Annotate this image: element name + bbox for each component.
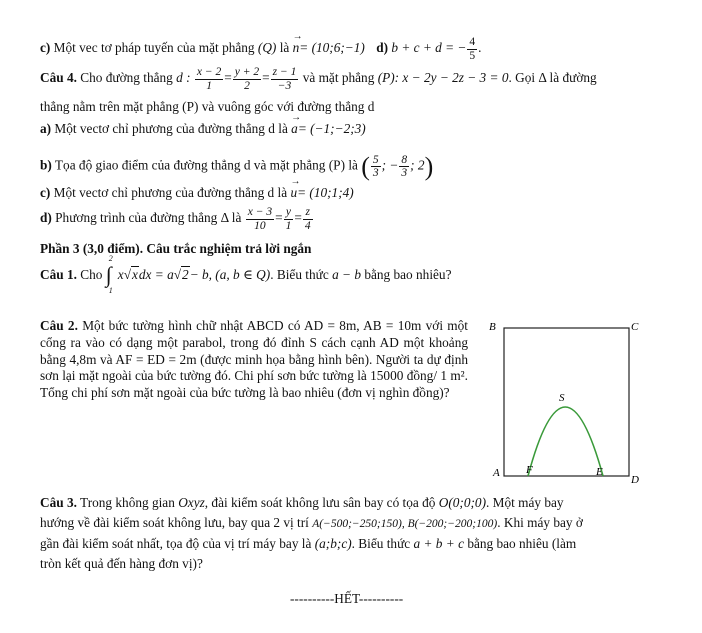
p3-q3-l1e: . Một máy bay bbox=[486, 495, 564, 510]
fraction: $\frac{4}{5}$ bbox=[469, 36, 476, 62]
end-marker: ----------HẾT---------- bbox=[290, 591, 404, 606]
q4-line2: thẳng nằm trên mặt phẳng (P) và vuông góc với đường thẳng d bbox=[40, 99, 375, 114]
q4-d: d) Phương trình của đường thẳng Δ là $\frac{x - 3}{10}$ = $\frac{y}{1}$ = $\frac{z}{4}$ bbox=[40, 206, 311, 232]
label-S: S bbox=[559, 392, 565, 404]
line-c-normal-vector bbox=[40, 31, 482, 62]
q4-d-frac-2: $\frac{y}{1}$ bbox=[285, 206, 292, 232]
wall-rectangle bbox=[504, 328, 629, 476]
q4-d-var: d : bbox=[176, 70, 191, 86]
period: . bbox=[478, 40, 482, 56]
label-D: D bbox=[631, 474, 639, 486]
paren-close: ) bbox=[424, 152, 434, 181]
sqrt-x: √x bbox=[123, 267, 138, 283]
q4-c-text: Một vectơ chỉ phương của đường thẳng d là bbox=[53, 185, 288, 200]
p3-q3-l3a: gần đài kiểm soát nhất, tọa độ của vị trí máy bay là bbox=[40, 536, 312, 551]
p3-q3-line4: tròn kết quả đến hàng đơn vị)? bbox=[40, 556, 203, 571]
label-A: A bbox=[493, 467, 500, 479]
paren-open: ( bbox=[361, 152, 370, 181]
q4-c bbox=[40, 176, 354, 201]
label-E: E bbox=[596, 466, 603, 478]
p3-q3-title: Câu 3. bbox=[40, 495, 77, 510]
q4-c-label: c) bbox=[40, 185, 51, 200]
q4-statement: Câu 4. Cho đường thẳng d : $\frac{x - 2}{1}$ = $\frac{y + 2}{2}$ = $\frac{z - 1}{-3}$ và mặt phẳng (P): x − 2y − 2z − 3 = 0. Gọi Δ là đường bbox=[40, 66, 597, 92]
p3-q2 bbox=[40, 318, 468, 402]
p3-q1-rest: − b, (a, b ∈ Q) bbox=[189, 267, 271, 283]
p3-q3-l3c: . Biểu thức bbox=[351, 536, 411, 551]
q4-a-text: Một vectơ chỉ phương của đường thẳng d là bbox=[54, 121, 288, 136]
p3-q1-intro: Cho bbox=[80, 267, 103, 283]
integrand: x bbox=[117, 267, 124, 283]
p3-q3-l2b: A(−500;−250;150), B(−200;−200;100) bbox=[312, 518, 498, 530]
q4-plane-eq: (P): x − 2y − 2z − 3 = 0 bbox=[377, 70, 509, 86]
q4-title: Câu 4. bbox=[40, 70, 77, 86]
p3-q3-l1a: Trong không gian bbox=[80, 495, 175, 510]
q4-tail: . Gọi Δ là đường bbox=[508, 70, 597, 86]
p3-q3-l3b: (a;b;c) bbox=[314, 536, 352, 551]
q4-a-value: = (−1;−2;3) bbox=[297, 121, 366, 136]
vector-n: → n bbox=[292, 31, 303, 56]
q4-b-frac-2: $\frac{8}{3}$ bbox=[401, 153, 408, 180]
p3-q1-tail: . Biểu thức bbox=[270, 267, 329, 283]
q4-d-frac-3: $\frac{z}{4}$ bbox=[304, 206, 311, 232]
p3-q3-line2 bbox=[40, 514, 583, 532]
q4-mid: và mặt phẳng bbox=[302, 70, 375, 86]
q4-b-label: b) bbox=[40, 157, 52, 173]
q4-b-tail: ; 2 bbox=[410, 157, 425, 173]
q4-frac-2: $\frac{y + 2}{2}$ bbox=[234, 66, 260, 92]
p3-q1-end: bằng bao nhiêu? bbox=[364, 267, 452, 283]
q4-a bbox=[40, 112, 366, 137]
parabola-gate bbox=[528, 407, 603, 476]
p3-q3-l1c: , đài kiểm soát không lưu sân bay có tọa độ bbox=[204, 495, 436, 510]
vector-u: → u bbox=[290, 176, 301, 200]
q4-b-frac-1: $\frac{5}{3}$ bbox=[372, 153, 379, 180]
label-C: C bbox=[631, 321, 639, 333]
q4-c-value: = (10;1;4) bbox=[297, 185, 354, 200]
p3-q3-l3d: a + b + c bbox=[413, 536, 464, 551]
q4-frac-3: $\frac{z - 1}{-3}$ bbox=[272, 66, 297, 92]
plane-label: (Q) bbox=[257, 40, 277, 56]
item-text: Một vec tơ pháp tuyến của mặt phẳng bbox=[53, 40, 255, 56]
q4-d-frac-1: $\frac{x - 3}{10}$ bbox=[247, 206, 273, 232]
p3-q2-text: Một bức tường hình chữ nhật ABCD có AD = 8m, AB = 10m với một cổng ra vào có dạng một parabol, trong đó đỉnh S cách cạnh AD một khoảng bằng 4,8m và AF = ED = 2m (được minh họa bằng hình bên). Người ta dự định sơn lại mặt ngoài của bức tường đó. Chi phí sơn bức tường là 15000 đồng/ 1 m². Tổng chi phí sơn mặt ngoài của bức tường là bao nhiêu (đơn vị nghìn đồng)? bbox=[40, 318, 468, 400]
integral-sign: ∫ 2 1 bbox=[105, 254, 113, 295]
q4-b-text: Tọa độ giao điểm của đường thẳng d và mặt phẳng (P) là bbox=[54, 157, 358, 173]
sum-expr: b + c + d = − bbox=[391, 40, 467, 56]
sqrt-2: √2 bbox=[173, 267, 189, 283]
p3-q1-expr: a − b bbox=[332, 267, 361, 283]
q4-a-label: a) bbox=[40, 121, 52, 136]
dx-expr: dx = a bbox=[138, 267, 174, 283]
q4-frac-1: $\frac{x - 2}{1}$ bbox=[196, 66, 222, 92]
item-label: c) bbox=[40, 40, 51, 56]
p3-q3-line3 bbox=[40, 535, 576, 552]
p3-q3-l1b: Oxyz bbox=[178, 495, 205, 510]
part3-heading: Phần 3 (3,0 điểm). Câu trắc nghiệm trả lời ngắn bbox=[40, 241, 312, 256]
q4-d-label: d) bbox=[40, 210, 52, 226]
p3-q3-line1 bbox=[40, 494, 564, 511]
item-label-d: d) bbox=[376, 40, 389, 56]
vector-a: → a bbox=[291, 112, 302, 136]
p3-q3-l1d: O(0;0;0) bbox=[438, 495, 486, 510]
q4-intro: Cho đường thẳng bbox=[80, 70, 173, 86]
p3-q2-title: Câu 2. bbox=[40, 318, 78, 333]
q4-b-sep: ; − bbox=[381, 157, 399, 173]
p3-q1-title: Câu 1. bbox=[40, 267, 77, 283]
label-B: B bbox=[489, 321, 496, 333]
label-F: F bbox=[526, 464, 533, 476]
p3-q3-l2c: . Khi máy bay ở bbox=[497, 515, 583, 530]
p3-q3-l3e: bằng bao nhiêu (làm bbox=[467, 536, 577, 551]
p3-q3-l2a: hướng về đài kiểm soát không lưu, bay qua 2 vị trí bbox=[40, 515, 309, 530]
vector-value: = (10;6;−1) bbox=[299, 40, 365, 56]
la-word: là bbox=[279, 40, 290, 56]
wall-figure bbox=[483, 318, 648, 488]
q4-d-text: Phương trình của đường thẳng Δ là bbox=[55, 210, 242, 226]
p3-q1 bbox=[40, 254, 452, 295]
q4-b bbox=[40, 150, 433, 183]
